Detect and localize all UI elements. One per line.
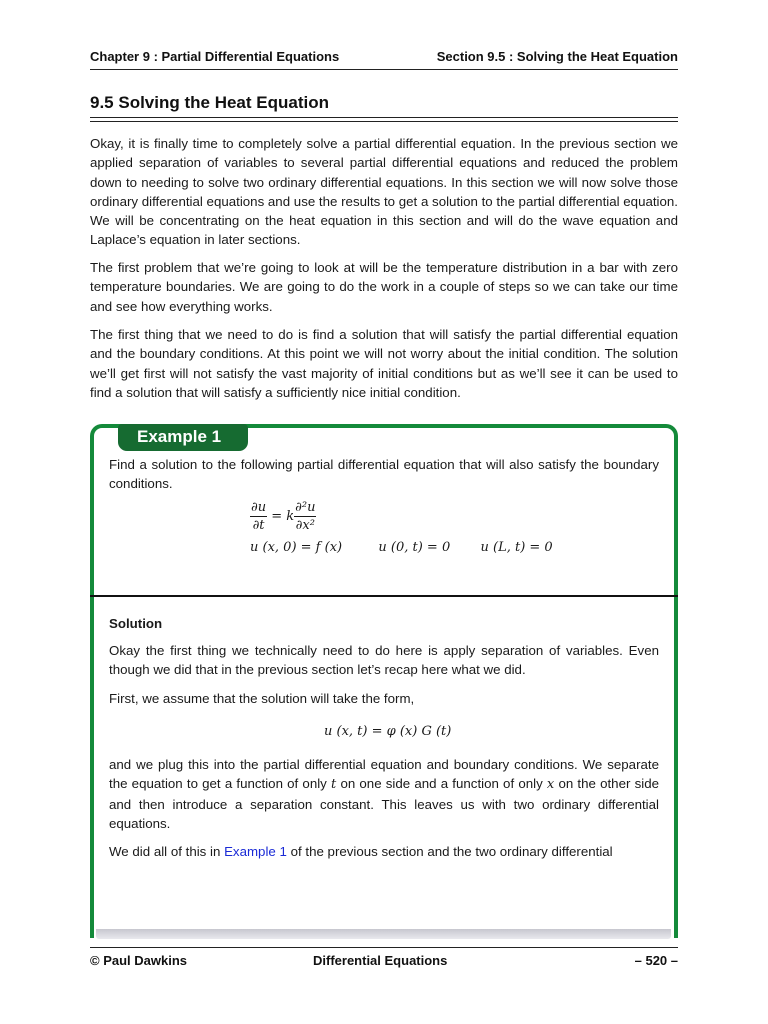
sol-p3-part-a: and we plug this into the partial differential equation and boundary conditions. We separate the equation to get a function of only	[109, 757, 659, 792]
solution-heading: Solution	[109, 616, 163, 631]
boundary-condition-right: u (L, t) = 0	[480, 540, 553, 555]
example-tab	[118, 424, 248, 451]
footer-book-title: Differential Equations	[313, 953, 448, 968]
du-dt-fraction	[250, 500, 267, 533]
intro-paragraph-1: Okay, it is finally time to completely solve a partial differential equation. In the previous section we applied separation of variables to several partial differential equations and reduced the problem down to needing to solve two ordinary differential equations. In this section we will now solve those ordinary differential equations and use the results to get a solution to the partial differential equation. We will be concentrating on the heat equation in this section and will do the wave equation and Laplace’s equation in later sections.	[90, 136, 678, 248]
equals-k: = k	[271, 509, 295, 524]
solution-paragraph-2: First, we assume that the solution will take the form,	[109, 691, 415, 706]
d2u-numerator: ∂²u	[295, 500, 316, 515]
separated-solution-form: u (x, t) = φ (x) G (t)	[324, 724, 452, 739]
header-rule	[90, 69, 678, 70]
section-header: Section 9.5 : Solving the Heat Equation	[436, 49, 678, 64]
solution-divider	[90, 595, 678, 597]
sol-p3-part-c: on the other side and then introduce a separation constant. This leaves us with two ordinary differential equations.	[109, 776, 659, 831]
title-rule-bottom	[90, 121, 678, 122]
sol-p3-part-b: on one side and a function of only	[340, 776, 543, 792]
variable-x: x	[546, 777, 555, 793]
example-prompt: Find a solution to the following partial differential equation that will also satisfy the boundary conditions.	[109, 457, 659, 492]
chapter-title: Chapter 9 : Partial Differential Equations	[90, 49, 340, 64]
intro-paragraph-3: The first thing that we need to do is find a solution that will satisfy the partial differential equation and the boundary conditions. At this point we will not worry about the initial condition. The solution we’ll get first will not satisfy the vast majority of initial conditions but as we’ll see it can be used to find a solution that will satisfy a sufficiently nice initial condition.	[90, 327, 678, 400]
boundary-conditions	[250, 540, 553, 555]
footer-rule	[90, 947, 678, 948]
section-title: 9.5 Solving the Heat Equation	[90, 93, 329, 112]
intro-paragraph-2: The first problem that we’re going to look at will be the temperature distribution in a bar with zero temperature boundaries. We are going to do the work in a couple of steps so we can take our time and see how everything works.	[90, 260, 678, 314]
d2u-dx2-fraction	[294, 500, 316, 533]
running-header	[90, 49, 678, 69]
footer-author: © Paul Dawkins	[90, 953, 187, 968]
solution-paragraph-1: Okay the first thing we technically need to do here is apply separation of variables. Even though we did that in the previous section let’s recap here what we did.	[109, 643, 659, 678]
boundary-condition-left: u (0, t) = 0	[378, 540, 451, 555]
solution-paragraph-4	[109, 842, 659, 861]
heat-equation	[250, 500, 316, 533]
variable-t: t	[331, 777, 337, 793]
sol-p4-part-a: We did all of this in	[109, 844, 221, 859]
example-tab-label: Example 1	[137, 427, 222, 446]
example-box-shadow	[96, 929, 671, 939]
title-rule-top	[90, 117, 678, 118]
footer-page-number: – 520 –	[634, 953, 678, 968]
du-dt-numerator: ∂u	[251, 500, 267, 515]
solution-paragraph-3	[109, 755, 659, 833]
du-dt-denominator: ∂t	[252, 518, 265, 533]
sol-p4-part-b: of the previous section and the two ordinary differential	[290, 844, 613, 859]
example-1-link[interactable]: Example 1	[224, 844, 287, 859]
initial-condition: u (x, 0) = f (x)	[250, 540, 343, 555]
dx2-denominator: ∂x²	[295, 518, 315, 533]
